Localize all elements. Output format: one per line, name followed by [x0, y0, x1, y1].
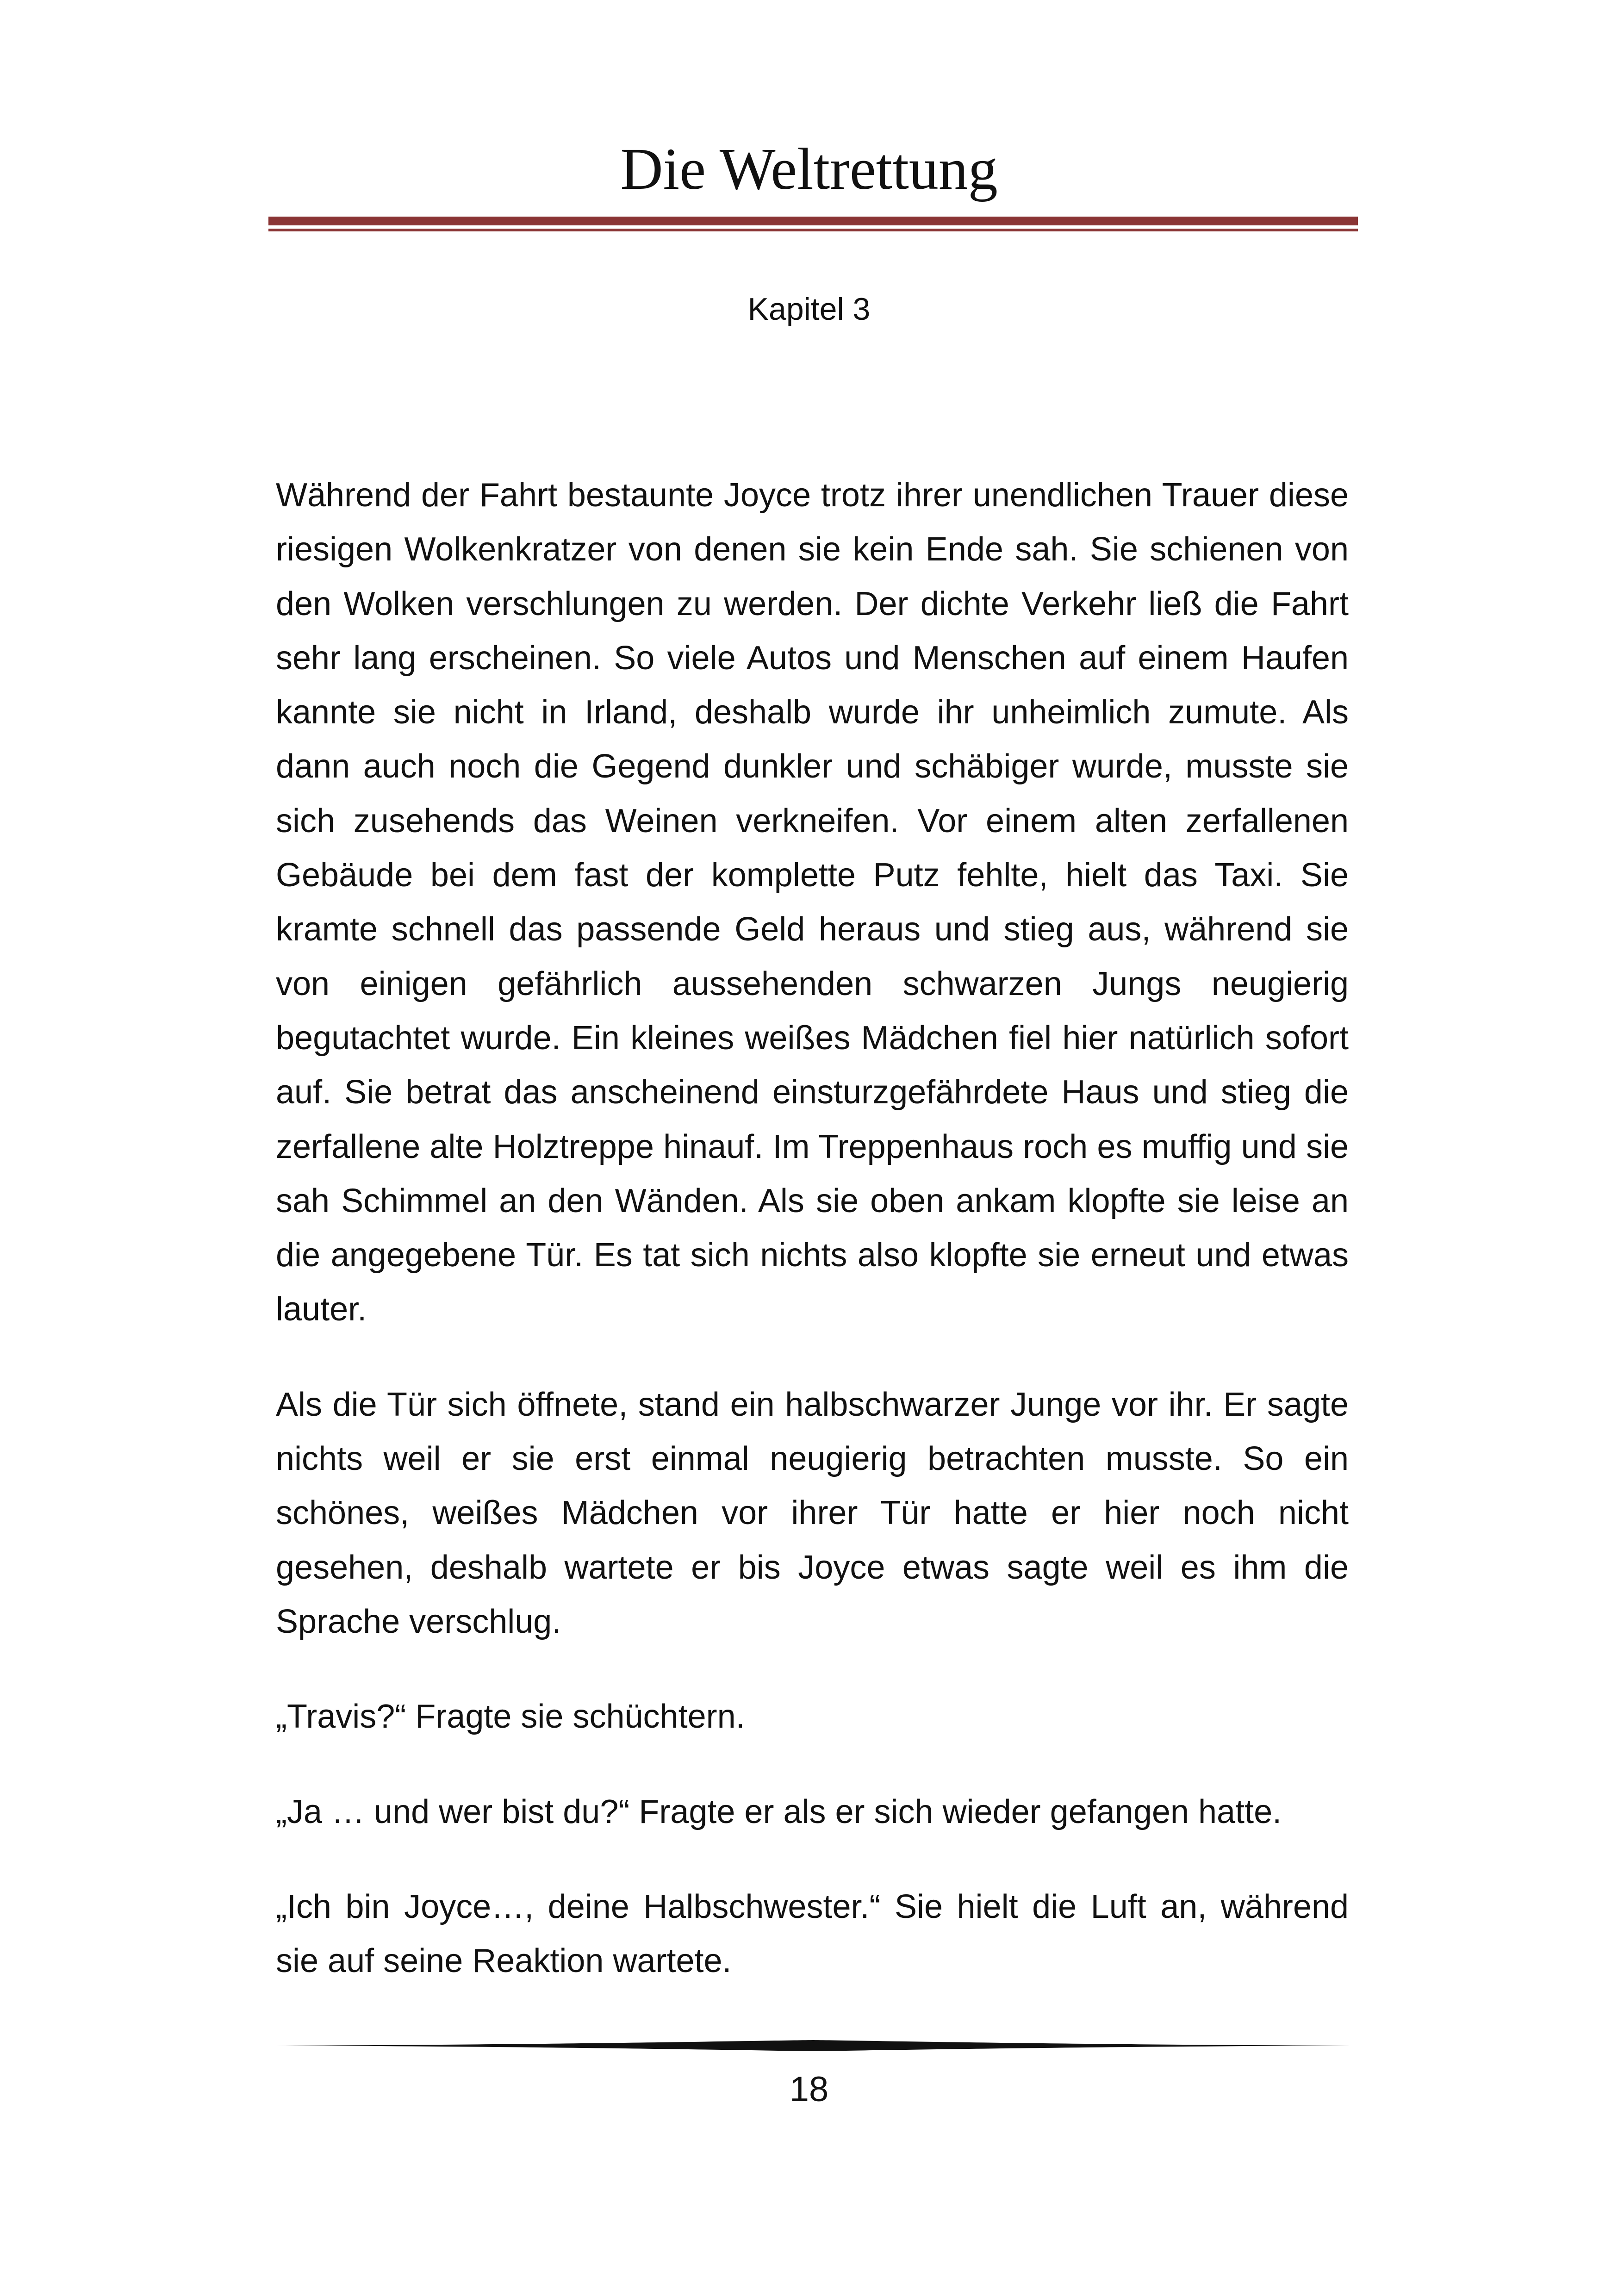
chapter-heading: Kapitel 3	[747, 292, 871, 327]
paragraph: Als die Tür sich öffnete, stand ein halbschwarzer Junge vor ihr. Er sagte nichts weil er sie erst einmal neugierig betrachten musste. So ein schönes, weißes Mädchen vor ihrer Tür hatte er hier noch nicht gesehen, deshalb wartete er bis Joyce etwas sagte weil es ihm die Sprache verschlug.	[276, 1386, 1349, 1640]
paragraph: „Travis?“ Fragte sie schüchtern.	[276, 1698, 745, 1736]
header-divider-thick	[268, 217, 1358, 225]
page-number: 18	[789, 2070, 829, 2109]
page-header-title: Die Weltrettung	[620, 136, 998, 202]
header-divider-thin	[268, 229, 1358, 231]
paragraph: „Ja … und wer bist du?“ Fragte er als er sich wieder gefangen hatte.	[276, 1793, 1282, 1830]
header-divider	[268, 217, 1358, 231]
paragraph: Während der Fahrt bestaunte Joyce trotz ihrer unendlichen Trauer diese riesigen Wolkenkratzer von denen sie kein Ende sah. Sie schienen von den Wolken verschlungen zu werden. Der dichte Verkehr ließ die Fahrt sehr lang erscheinen. So viele Autos und Menschen auf einem Haufen kannte sie nicht in Irland, deshalb wurde ihr unheimlich zumute. Als dann auch noch die Gegend dunkler und schäbiger wurde, musste sie sich zusehends das Weinen verkneifen. Vor einem alten zerfallenen Gebäude bei dem fast der komplette Putz fehlte, hielt das Taxi. Sie kramte schnell das passende Geld heraus und stieg aus, während sie von einigen gefährlich aussehenden schwarzen Jungs neugierig begutachtet wurde. Ein kleines weißes Mädchen fiel hier natürlich sofort auf. Sie betrat das anscheinend einsturzgefährdete Haus und stieg die zerfallene alte Holztreppe hinauf. Im Treppenhaus roch es muffig und sie sah Schimmel an den Wänden. Als sie oben ankam klopfte sie leise an die angegebene Tür. Es tat sich nichts also klopfte sie erneut und etwas lauter.	[276, 477, 1349, 1328]
footer-divider	[276, 2036, 1350, 2055]
body-text	[276, 468, 1349, 2029]
paragraph: „Ich bin Joyce…, deine Halbschwester.“ Sie hielt die Luft an, während sie auf seine Reaktion wartete.	[276, 1888, 1349, 1980]
